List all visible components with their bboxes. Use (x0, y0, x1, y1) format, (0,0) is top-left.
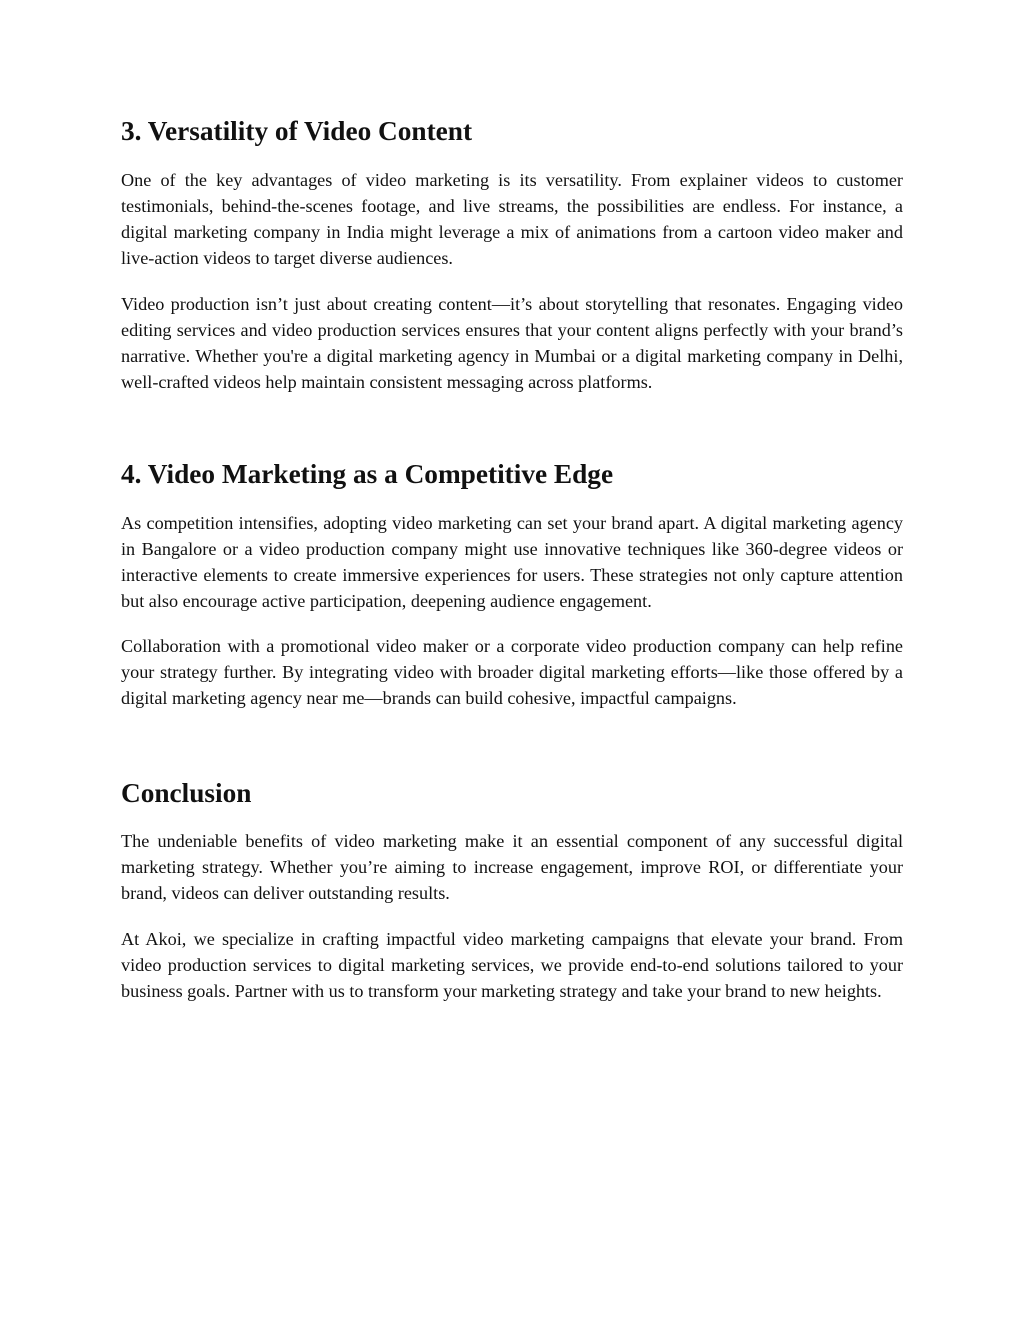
section-conclusion (121, 778, 903, 1004)
paragraph: One of the key advantages of video marketing is its versatility. From explainer videos to customer testimonials, behind-the-scenes footage, and live streams, the possibilities are endless. For instance, a digital marketing company in India might leverage a mix of animations from a cartoon video maker and live-action videos to target diverse audiences. (121, 170, 903, 268)
section-heading: Conclusion (121, 778, 252, 808)
section-versatility (121, 116, 903, 395)
paragraph: Collaboration with a promotional video maker or a corporate video production company can help refine your strategy further. By integrating video with broader digital marketing efforts—like those offered by a digital marketing agency near me—brands can build cohesive, impactful campaigns. (121, 636, 903, 708)
paragraph: At Akoi, we specialize in crafting impactful video marketing campaigns that elevate your brand. From video production services to digital marketing services, we provide end-to-end solutions tailored to your business goals. Partner with us to transform your marketing strategy and take your brand to new heights. (121, 929, 903, 1001)
paragraph: As competition intensifies, adopting video marketing can set your brand apart. A digital marketing agency in Bangalore or a video production company might use innovative techniques like 360-degree videos or interactive elements to create immersive experiences for users. These strategies not only capture attention but also encourage active participation, deepening audience engagement. (121, 513, 903, 611)
document-page (121, 116, 903, 1004)
section-heading: 4. Video Marketing as a Competitive Edge (121, 459, 614, 489)
section-competitive-edge (121, 459, 903, 711)
paragraph: Video production isn’t just about creating content—it’s about storytelling that resonates. Engaging video editing services and video production services ensures that your content aligns perfectly with your brand’s narrative. Whether you're a digital marketing agency in Mumbai or a digital marketing company in Delhi, well-crafted videos help maintain consistent messaging across platforms. (121, 294, 903, 392)
paragraph: The undeniable benefits of video marketing make it an essential component of any successful digital marketing strategy. Whether you’re aiming to increase engagement, improve ROI, or differentiate your brand, videos can deliver outstanding results. (121, 831, 903, 903)
section-heading: 3. Versatility of Video Content (121, 116, 473, 146)
